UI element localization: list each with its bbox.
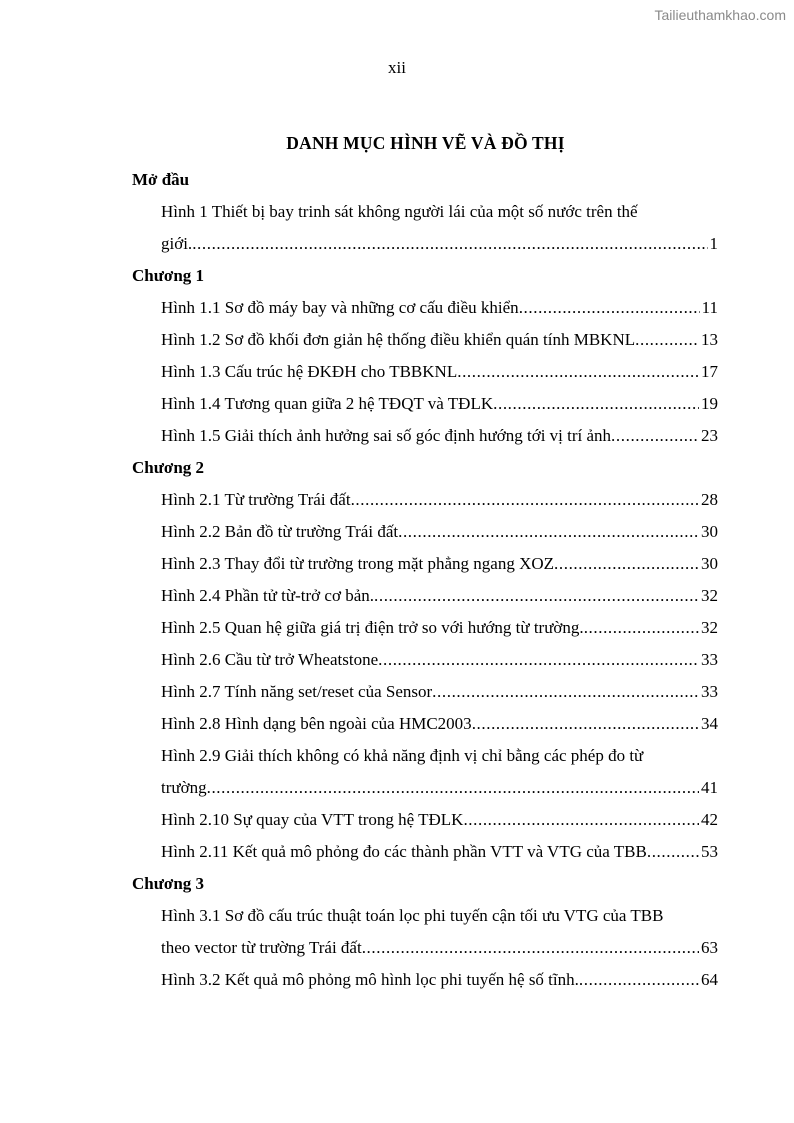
list-item[interactable]: Hình 1.1 Sơ đồ máy bay và những cơ cấu điều khiển ..... 11 <box>161 292 718 324</box>
list-item[interactable]: giới. ..... 1 <box>161 228 718 260</box>
page-ref: 32 <box>699 580 718 612</box>
page-ref: 28 <box>699 484 718 516</box>
page-ref: 41 <box>699 772 718 804</box>
list-item[interactable]: Hình 1.4 Tương quan giữa 2 hệ TĐQT và TĐLK ..... 19 <box>161 388 718 420</box>
watermark: Tailieuthamkhao.com <box>654 7 786 23</box>
page-title: DANH MỤC HÌNH VẼ VÀ ĐỒ THỊ <box>286 133 565 153</box>
list-item[interactable]: Hình 2.2 Bản đồ từ trường Trái đất ..... 30 <box>161 516 718 548</box>
page-ref: 34 <box>699 708 718 740</box>
list-item[interactable]: Hình 2.7 Tính năng set/reset của Sensor ..... 33 <box>161 676 718 708</box>
page-ref: 11 <box>700 292 718 324</box>
list-item[interactable]: Hình 2.3 Thay đổi từ trường trong mặt phẳng ngang XOZ ..... 30 <box>161 548 718 580</box>
list-item[interactable]: theo vector từ trường Trái đất ..... 63 <box>161 932 718 964</box>
list-item[interactable]: Hình 2.6 Cầu từ trở Wheatstone ..... 33 <box>161 644 718 676</box>
page-ref: 33 <box>699 676 718 708</box>
list-item[interactable]: Hình 2.4 Phần tử từ-trở cơ bản. ..... 32 <box>161 580 718 612</box>
page-ref: 63 <box>699 932 718 964</box>
page-ref: 53 <box>699 836 718 868</box>
list-item-first-line: Hình 3.1 Sơ đồ cấu trúc thuật toán lọc phi tuyến cận tối ưu VTG của TBB <box>161 906 664 925</box>
list-item[interactable]: Hình 2.8 Hình dạng bên ngoài của HMC2003 ..... 34 <box>161 708 718 740</box>
list-item[interactable]: Hình 2.11 Kết quả mô phỏng đo các thành phần VTT và VTG của TBB ..... 53 <box>161 836 718 868</box>
page-ref: 32 <box>699 612 718 644</box>
list-item[interactable]: trường ..... 41 <box>161 772 718 804</box>
page-ref: 13 <box>699 324 718 356</box>
page-ref: 19 <box>699 388 718 420</box>
list-item[interactable]: Hình 1.3 Cấu trúc hệ ĐKĐH cho TBBKNL ..... 17 <box>161 356 718 388</box>
list-item[interactable]: Hình 1.2 Sơ đồ khối đơn giản hệ thống điều khiển quán tính MBKNL ..... 13 <box>161 324 718 356</box>
page-number: xii <box>388 58 406 77</box>
page-ref: 33 <box>699 644 718 676</box>
section-heading: Chương 2 <box>132 458 205 477</box>
page-ref: 23 <box>699 420 718 452</box>
list-item[interactable]: Hình 3.2 Kết quả mô phỏng mô hình lọc phi tuyến hệ số tĩnh. ..... 64 <box>161 964 718 996</box>
section-heading: Chương 3 <box>132 874 205 893</box>
list-item[interactable]: Hình 1.5 Giải thích ảnh hưởng sai số góc định hướng tới vị trí ảnh ..... 23 <box>161 420 718 452</box>
figure-list <box>132 164 718 996</box>
page-ref: 30 <box>699 516 718 548</box>
page-ref: 30 <box>699 548 718 580</box>
list-item[interactable]: Hình 2.1 Từ trường Trái đất ..... 28 <box>161 484 718 516</box>
list-item[interactable]: Hình 2.5 Quan hệ giữa giá trị điện trở so với hướng từ trường. ..... 32 <box>161 612 718 644</box>
page-ref: 1 <box>708 228 719 260</box>
page-ref: 17 <box>699 356 718 388</box>
section-heading: Mở đầu <box>132 170 190 189</box>
list-item[interactable]: Hình 2.10 Sự quay của VTT trong hệ TĐLK ..... 42 <box>161 804 718 836</box>
page-ref: 64 <box>699 964 718 996</box>
page-ref: 42 <box>699 804 718 836</box>
list-item-first-line: Hình 2.9 Giải thích không có khả năng định vị chỉ bằng các phép đo từ <box>161 746 644 765</box>
list-item-first-line: Hình 1 Thiết bị bay trinh sát không người lái của một số nước trên thế <box>161 202 638 221</box>
section-heading: Chương 1 <box>132 266 205 285</box>
